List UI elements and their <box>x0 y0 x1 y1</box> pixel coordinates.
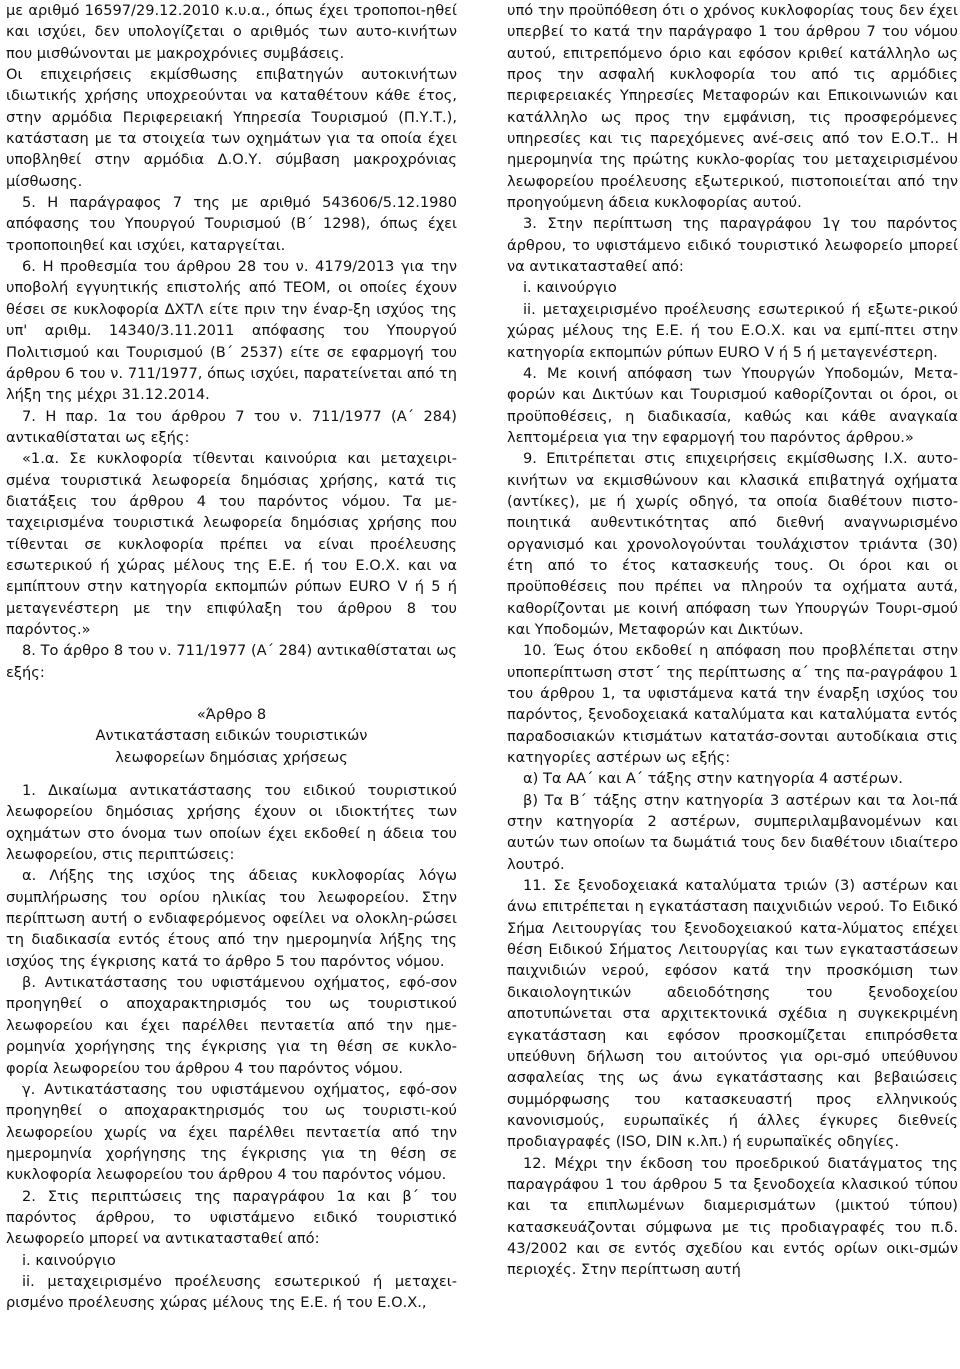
article-heading-line: λεωφορείων δημόσιας χρήσεως <box>115 748 348 766</box>
paragraph: ii. μεταχειρισμένο προέλευσης εσωτερικού ή εξωτε-ρικού χώρας μέλους της Ε.Ε. ή του Ε.Ο.Χ. και να εμπί-πτει στην κατηγορία εκπομπών ρύπων EURO V ή 5 ή μεταγενέστερη. <box>507 300 958 361</box>
article-heading-line: «Άρθρο 8 <box>196 706 267 723</box>
paragraph: 6. Η προθεσμία του άρθρου 28 του ν. 4179/2013 για την υποβολή εγγυητικής επιστολής από ΤΕΟΜ, οι οποίες έχουν θέσει σε κυκλοφορία ΔΧΤΛ είτε πριν την έναρ-ξη ισχύος της υπ' αριθμ. 14340/3.11.2011 απόφασης του Υπουργού Πολιτισμού και Τουρισμού (Β΄ 2537) είτε σε εφαρμογή του άρθρου 6 του ν. 711/1977, όπως ισχύει, παρατείνεται από τη λήξη της μέχρι 31.12.2014. <box>6 258 457 404</box>
article-heading-line: Αντικατάσταση ειδικών τουριστικών <box>95 727 368 745</box>
paragraph: 2. Στις περιπτώσεις της παραγράφου 1α και β΄ του παρόντος άρθρου, το υφιστάμενο ειδικό τουριστικό λεωφορείο μπορεί να αντικατασταθεί από: <box>6 1187 457 1248</box>
paragraph: β. Αντικατάστασης του υφιστάμενου οχήματος, εφό-σον προηγηθεί ο αποχαρακτηρισμός του ως τουριστικού λεωφορείου και έχει παρέλθει πενταετία από την ημε-ρομηνία χορήγησης της έγκρισης για τη θέση σε κυκλο-φορία λεωφορείου του άρθρου 4 του παρόντος νόμου. <box>6 974 457 1077</box>
paragraph: 10. Έως ότου εκδοθεί η απόφαση που προβλέπεται στην υποπερίπτωση στστ΄ της περίπτωσης α΄ της πα-ραγράφου 1 του άρθρου 1, τα υφιστάμενα κατά την έναρξη ισχύος του παρόντος, ξενοδοχειακά καταλύματα και καταλύματα εντός παραδοσιακών κτισμάτων κατατάσ-σονται αυτοδίκαια στις κατηγορίες αστέρων ως εξής: <box>507 642 958 767</box>
left-text-column <box>6 0 457 1369</box>
paragraph: ii. μεταχειρισμένο προέλευσης εσωτερικού ή μεταχει-ρισμένο προέλευσης χώρας μέλους της Ε.Ε. ή του Ε.Ο.Χ., <box>6 1272 457 1312</box>
paragraph: με αριθμό 16597/29.12.2010 κ.υ.α., όπως έχει τροποποι-ηθεί και ισχύει, δεν υπολογίζεται ο αριθμός των αυτο-κινήτων που μισθώνονται με μακροχρόνιες συμβάσεις. <box>6 2 457 62</box>
article-heading <box>6 704 457 768</box>
paragraph: β) Τα Β΄ τάξης στην κατηγορία 3 αστέρων και τα λοι-πά στην κατηγορία 2 αστέρων, συμπεριλαμβανομένων και αυτών των οποίων τα δωμάτιά τους δεν διαθέτουν ιδιαίτερο λουτρό. <box>507 791 958 873</box>
paragraph: i. καινούργιο <box>22 1251 116 1269</box>
paragraph: 5. Η παράγραφος 7 της με αριθμό 543606/5.12.1980 απόφασης του Υπουργού Τουρισμού (Β΄ 1298), όπως έχει τροποποιηθεί και ισχύει, καταργείται. <box>6 194 457 254</box>
paragraph: 3. Στην περίπτωση της παραγράφου 1γ του παρόντος άρθρου, το υφιστάμενο ειδικό τουριστικό λεωφορείο μπορεί να αντικατασταθεί από: <box>507 215 958 276</box>
paragraph: 11. Σε ξενοδοχειακά καταλύματα τριών (3) αστέρων και άνω επιτρέπεται η εγκατάσταση παιχνιδιών νερού. Το Ειδικό Σήμα Λειτουργίας του ξενοδοχειακού κατα-λύματος επέχει θέση Ειδικού Σήματος Λειτουργίας και των εγκαταστάσεων παιχνιδιών νερού, εφόσον κατά την προσκόμιση των δικαιολογητικών αδειοδότησης του ξενοδοχείου αποτυπώνεται στα αρχιτεκτονικά σχέδια η συγκεκριμένη εγκατάσταση και εφόσον προσκομίζεται επιπρόσθετα υπεύθυνη δήλωση του αιτούντος για ορι-σμό υπεύθυνου ασφαλείας της ως άνω εγκατάστασης και βεβαιώσεις συμμόρφωσης του κατασκευαστή προς ελληνικούς κανονισμούς, ευρωπαϊκές ή άλλες έγκυρες διεθνείς προδιαγραφές (ISO, DIN κ.λπ.) ή ευρωπαϊκές οδηγίες. <box>507 877 958 1151</box>
paragraph: Οι επιχειρήσεις εκμίσθωσης επιβατηγών αυτοκινήτων ιδιωτικής χρήσης υποχρεούνται να καταθέτουν κάθε έτος, στην αρμόδια Περιφερειακή Υπηρεσία Τουρισμού (Π.Υ.Τ.), κατάσταση με τα στοιχεία των οχημάτων για τα οποία έχει υποβληθεί στην αρμόδια Δ.Ο.Υ. σύμβαση μακροχρόνιας μίσθωσης. <box>6 66 457 190</box>
paragraph: 9. Επιτρέπεται στις επιχειρήσεις εκμίσθωσης Ι.Χ. αυτο-κινήτων να εκμισθώνουν και κλασικά επιβατηγά οχήματα (αντίκες), με ή χωρίς οδηγό, τα οποία διαθέτουν πιστο-ποιητικά αυθεντικότητας από διεθνή αναγνωρισμένο οργανισμό και χρονολογούνται τουλάχιστον τριάντα (30) έτη από το έτος κατασκευής τους. Οι όροι και οι προϋποθέσεις που πρέπει να πληρούν τα οχήματα αυτά, καθορίζονται με κοινή απόφαση των Υπουργών Τουρι-σμού και Υποδομών, Μεταφορών και Δικτύων. <box>507 450 958 638</box>
paragraph: 12. Μέχρι την έκδοση του προεδρικού διατάγματος της παραγράφου 1 του άρθρου 5 τα ξενοδοχεία κλασικού τύπου και τα επιπλωμένων διαμερισμάτων (μικτού τύπου) κατασκευάζονται σύμφωνα με τις προδιαγραφές του π.δ. 43/2002 και σε εντός σχεδίου και εντός ορίων οικι-σμών περιοχές. Στην περίπτωση αυτή <box>507 1154 958 1279</box>
paragraph: «1.α. Σε κυκλοφορία τίθενται καινούρια και μεταχειρι-σμένα τουριστικά λεωφορεία δημόσιας χρήσης, κατά τις διατάξεις του άρθρου 4 του παρόντος νόμου. Τα με-ταχειρισμένα τουριστικά λεωφορεία δημόσιας χρήσης που τίθενται σε κυκλοφορία πρέπει να είναι προέλευσης εσωτερικού ή χώρας μέλους της Ε.Ε. ή του Ε.Ο.Χ. και να εμπίπτουν στην κατηγορία εκπομπών ρύπων EURO V ή 5 ή μεταγενέστερη με την επιφύλαξη του άρθρου 8 του παρόντος.» <box>6 450 457 638</box>
paragraph: 4. Με κοινή απόφαση των Υπουργών Υποδομών, Μετα-φορών και Δικτύων και Τουρισμού καθορίζονται οι όροι, οι προϋποθέσεις, η διαδικασία, καθώς και κάθε αναγκαία λεπτομέρεια για την εφαρμογή του παρόντος άρθρου.» <box>507 364 958 446</box>
paragraph: α. Λήξης της ισχύος της άδειας κυκλοφορίας λόγω συμπλήρωσης του ορίου ηλικίας του λεωφορείου. Στην περίπτωση αυτή ο ενδιαφερόμενος οφείλει να ολοκλη-ρώσει τη διαδικασία εντός έτους από την ημερομηνία λήξης της ισχύος της έγκρισης κατά το άρθρο 5 του παρόντος νόμου. <box>6 867 457 970</box>
paragraph: γ. Αντικατάστασης του υφιστάμενου οχήματος, εφό-σον προηγηθεί ο αποχαρακτηρισμός του ως τουριστι-κού λεωφορείου χωρίς να έχει παρέλθει πενταετία από την ημερομηνία χορήγησης της έγκρισης για τη θέση σε κυκλοφορία λεωφορείου του άρθρου 4 του παρόντος νόμου. <box>6 1080 457 1184</box>
paragraph: υπό την προϋπόθεση ότι ο χρόνος κυκλοφορίας τους δεν έχει υπερβεί το κατά την παράγραφο 1 του άρθρου 7 του νόμου αυτού, επιτρεπόμενο όριο και εφόσον κριθεί κατάλληλο ως προς την ασφαλή κυκλοφορία του από τις αρμόδιες περιφερειακές Υπηρεσίες Μεταφορών και Επικοινωνιών και κατάλληλο ως προς την εμφάνιση, τις προσφερόμενες υπηρεσίες και τις παρεχόμενες ανέ-σεις από τον Ε.Ο.Τ.. Η ημερομηνία της πρώτης κυκλο-φορίας του μεταχειρισμένου λεωφορείου προέλευσης εξωτερικού, πιστοποιείται από την προηγούμενη άδεια κυκλοφορίας αυτού. <box>507 2 958 212</box>
paragraph: 8. Το άρθρο 8 του ν. 711/1977 (Α΄ 284) αντικαθίσταται ως εξής: <box>6 642 457 681</box>
paragraph: 7. Η παρ. 1α του άρθρου 7 του ν. 711/1977 (Α΄ 284) αντικαθίσταται ως εξής: <box>6 407 457 446</box>
paragraph: α) Τα ΑΑ΄ και Α΄ τάξης στην κατηγορία 4 αστέρων. <box>523 770 903 788</box>
right-text-column <box>507 0 958 1369</box>
paragraph: 1. Δικαίωμα αντικατάστασης του ειδικού τουριστικού λεωφορείου δημόσιας χρήσης έχουν οι ιδιοκτήτες των οχημάτων στο όνομα των οποίων έχει εκδοθεί η άδεια του λεωφορείου, στις περιπτώσεις: <box>6 782 457 864</box>
paragraph: i. καινούργιο <box>523 279 617 297</box>
